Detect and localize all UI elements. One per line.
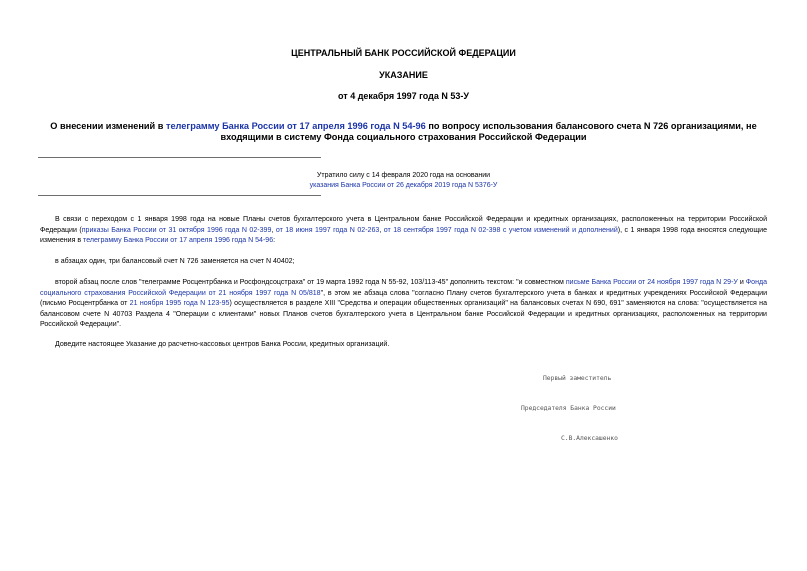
link-order-02-399[interactable]: приказы Банка России от 31 октября 1996 года N 02-399 — [81, 226, 272, 234]
signature-name: С.В.Алексашенко — [561, 435, 618, 442]
intro-text-5: : — [273, 237, 276, 244]
document-date-number: от 4 декабря 1997 года N 53-У — [338, 91, 469, 101]
repeal-notice-text: Утратило силу с 14 февраля 2020 года на основании — [316, 172, 491, 179]
issuer-heading: ЦЕНТРАЛЬНЫЙ БАНК РОССИЙСКОЙ ФЕДЕРАЦИИ — [291, 48, 516, 58]
abzac-text-1: второй абзац после слов "телеграмме Росцентрбанка и Росфондсоцстраха" от 19 марта 1992 года N 55-92, 103/113-45" дополнить текстом: "и совместном — [55, 279, 566, 286]
document-title — [40, 121, 767, 143]
intro-text-3: , — [379, 226, 384, 234]
repeal-notice — [300, 171, 507, 191]
link-letter-123-95[interactable]: 21 ноября 1995 года N 123-95 — [129, 300, 230, 307]
divider-top — [38, 157, 321, 158]
document-type-heading: УКАЗАНИЕ — [379, 70, 428, 80]
paragraph-distribution: Доведите настоящее Указание до расчетно-кассовых центров Банка России, кредитных организаций. — [55, 341, 390, 348]
title-suffix: по вопросу использования балансового счета N 726 организациями, не входящими в систему Фонда социального страхования Российской Федерации — [220, 121, 757, 142]
abzac-text-3: ", в этом же абзаца слова "согласно Плану счетов бухгалтерского учета в банках и кредитных учреждениях Российской Федерации (письмо Росцентрбанка от — [40, 289, 768, 307]
intro-text-1: В связи с переходом с 1 января 1998 года на новые Планы счетов бухгалтерского учета в Центральном банке Российской Федерации и кредитных организациях, расположенных на территории Российской Федерации ( — [40, 216, 767, 234]
link-telegram-54-96[interactable]: телеграмму Банка России от 17 апреля 1996 года N 54-96 — [83, 237, 274, 244]
paragraph-account-change: в абзацах один, три балансовый счет N 726 заменяется на счет N 40402; — [55, 258, 295, 265]
intro-text-4: ), с 1 января 1998 года вносятся следующие изменения в — [40, 226, 767, 244]
signature-block — [521, 354, 681, 464]
link-letter-29-u[interactable]: письме Банка России от 24 ноября 1997 года N 29-У — [565, 279, 738, 286]
link-order-02-263[interactable]: от 18 июня 1997 года N 02-263 — [275, 226, 380, 234]
link-fss-05-818[interactable]: Фонда социального страхования Российской Федерации от 21 ноября 1997 года N 05/818 — [40, 279, 767, 297]
paragraph-second-abzac — [40, 278, 767, 331]
signature-position-2: Председателя Банка России — [521, 405, 616, 412]
abzac-text-4: ) осуществляется в разделе XIII "Средства и операции общественных организаций" на балансовых счетах N 690, 691" заменяются на слова: "осуществляется на балансовом счете N 40703 Раздела 4 "Операции с клиентами" новых Планов счетов бухгалтерского учета в Центральном банке Российской Федерации и кредитных организациях, расположенных на территории Российской Федерации". — [40, 300, 767, 328]
intro-text-2: , — [271, 226, 276, 234]
divider-bottom — [38, 195, 321, 196]
signature-position-1: Первый заместитель — [543, 375, 612, 382]
abzac-text-2: и — [737, 279, 746, 286]
paragraph-intro — [40, 215, 767, 247]
title-telegram-link[interactable]: телеграмму Банка России от 17 апреля 1996 года N 54-96 — [165, 121, 426, 131]
link-order-02-398[interactable]: от 18 сентября 1997 года N 02-398 с учетом изменений и дополнений — [383, 226, 618, 234]
repeal-notice-link[interactable]: указания Банка России от 26 декабря 2019 года N 5376-У — [309, 182, 498, 189]
title-prefix: О внесении изменений в — [50, 121, 166, 131]
